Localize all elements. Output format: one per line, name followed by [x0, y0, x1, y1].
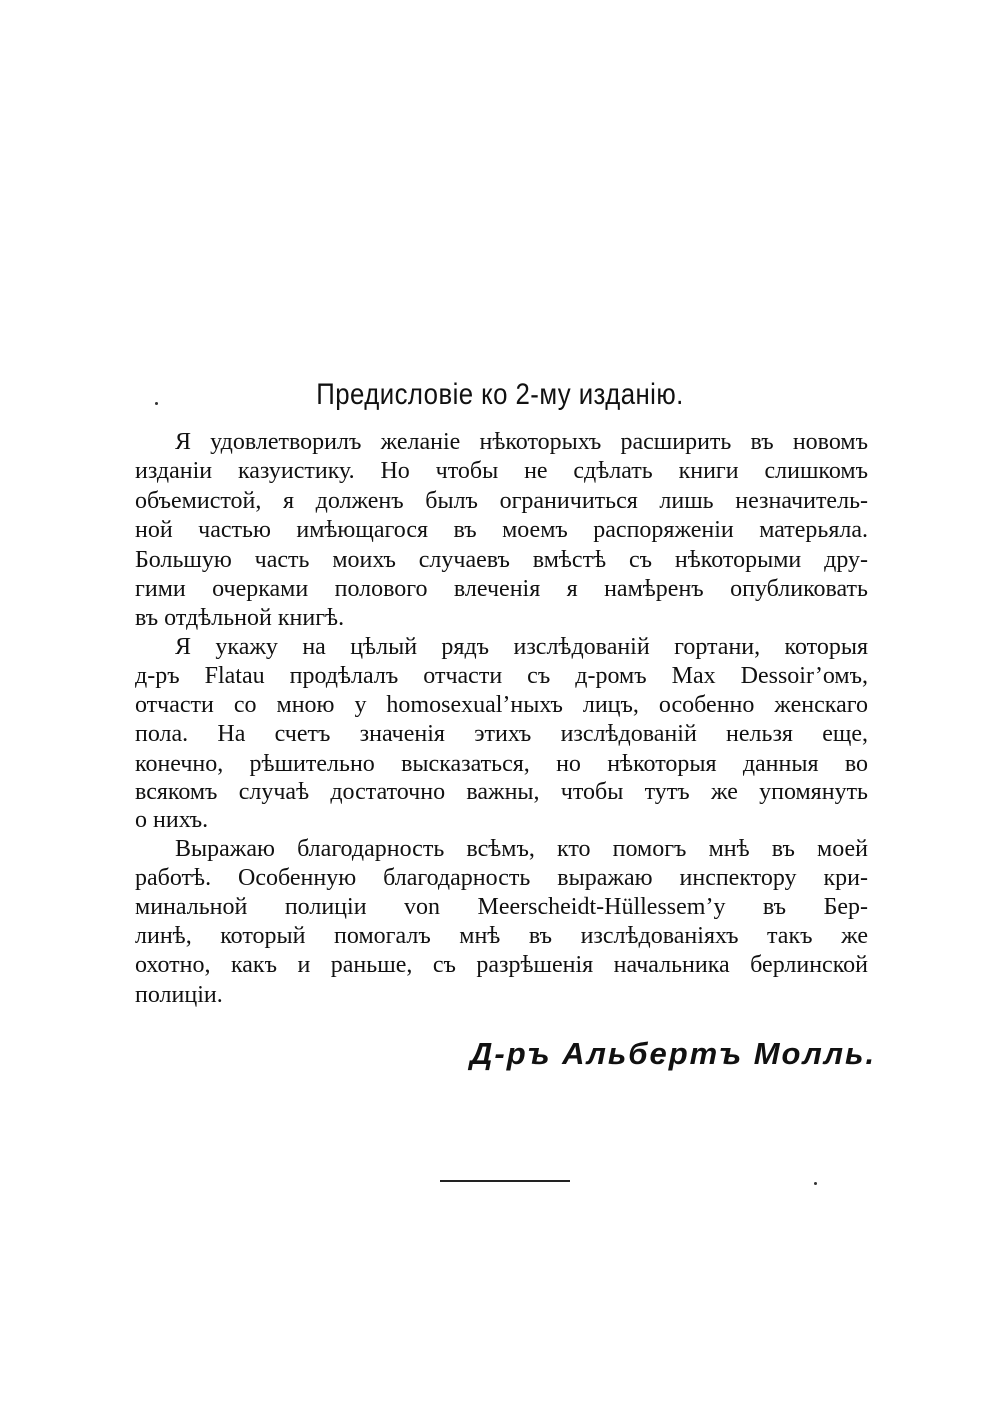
- text-line: д-ръ Flatau продѣлалъ отчасти съ д-ромъ Max Dessoir’омъ,: [135, 663, 868, 689]
- text-line: объемистой, я долженъ былъ ограничиться лишь незначитель-: [135, 488, 868, 514]
- text-line: Я удовлетворилъ желаніе нѣкоторыхъ расширить въ новомъ: [175, 429, 868, 455]
- text-line: линѣ, который помогалъ мнѣ въ изслѣдованіяхъ такъ же: [135, 923, 868, 949]
- page-title: Предисловіе ко 2-му изданію.: [316, 378, 684, 411]
- text-line: всякомъ случаѣ достаточно важны, чтобы тутъ же упомянуть: [135, 779, 868, 805]
- text-line: Я укажу на цѣлый рядъ изслѣдованій гортани, которыя: [175, 634, 868, 660]
- speck: [155, 402, 158, 405]
- text-line: пола. На счетъ значенія этихъ изслѣдованій нельзя еще,: [135, 721, 868, 747]
- text-line: работѣ. Особенную благодарность выражаю инспектору кри-: [135, 865, 868, 891]
- text-line: охотно, какъ и раньше, съ разрѣшенія начальника берлинской: [135, 952, 868, 978]
- text-line: въ отдѣльной книгѣ.: [135, 605, 345, 631]
- text-line: Выражаю благодарность всѣмъ, кто помогъ мнѣ въ моей: [175, 836, 868, 862]
- text-line: минальной полиціи von Meerscheidt-Hüllessem’у въ Бер-: [135, 894, 868, 920]
- text-line: изданіи казуистику. Но чтобы не сдѣлать книги слишкомъ: [135, 458, 868, 484]
- text-line: гими очерками полового влеченія я намѣренъ опубликовать: [135, 576, 868, 602]
- text-line: о нихъ.: [135, 807, 209, 833]
- author-signature: Д-ръ Альбертъ Молль.: [470, 1036, 877, 1071]
- text-line: ной частью имѣющагося въ моемъ распоряженіи матерьяла.: [135, 517, 868, 543]
- closing-rule: [440, 1180, 570, 1182]
- speck: [814, 1182, 817, 1185]
- text-line: конечно, рѣшительно высказаться, но нѣкоторыя данныя во: [135, 751, 868, 777]
- text-line: полиціи.: [135, 982, 223, 1008]
- text-line: отчасти со мною у homosexual’ныхъ лицъ, особенно женскаго: [135, 692, 868, 718]
- text-line: Большую часть моихъ случаевъ вмѣстѣ съ нѣкоторыми дру-: [135, 547, 868, 573]
